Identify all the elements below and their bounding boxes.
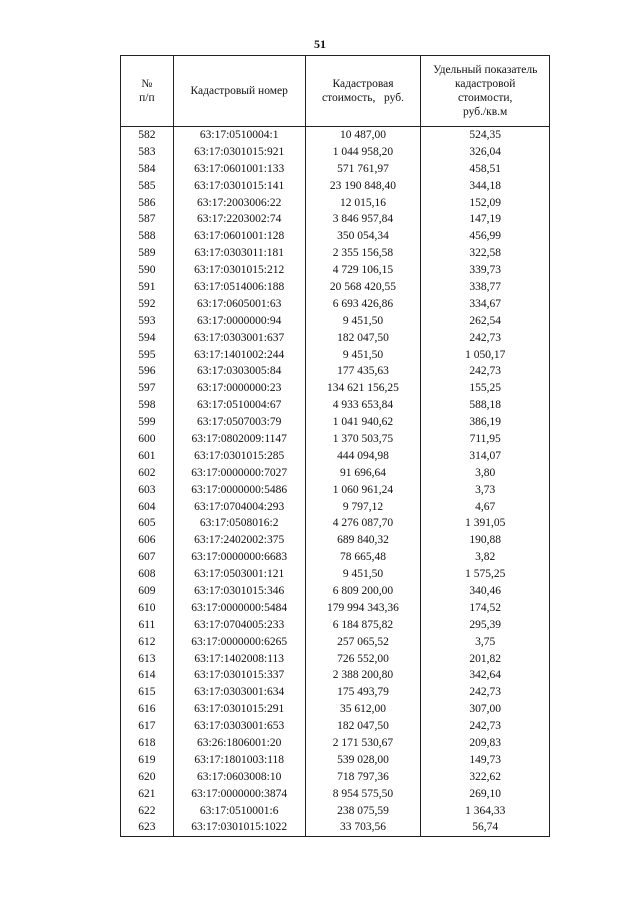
specific-indicator-cell: 242,73 xyxy=(421,684,550,701)
row-number-cell: 600 xyxy=(121,431,174,448)
table-row xyxy=(121,330,550,347)
cadastral-value-cell: 571 761,97 xyxy=(305,161,421,178)
row-number-cell: 614 xyxy=(121,668,174,685)
cadastral-value-cell: 4 933 653,84 xyxy=(305,397,421,414)
row-number-cell: 609 xyxy=(121,583,174,600)
table-row xyxy=(121,380,550,397)
specific-indicator-cell: 1 575,25 xyxy=(421,566,550,583)
table-row xyxy=(121,363,550,380)
row-number-cell: 623 xyxy=(121,820,174,837)
specific-indicator-cell: 3,75 xyxy=(421,634,550,651)
row-number-cell: 583 xyxy=(121,144,174,161)
specific-indicator-cell: 56,74 xyxy=(421,820,550,837)
table-row xyxy=(121,549,550,566)
table-row xyxy=(121,144,550,161)
header-cadastral-value: Кадастровая стоимость, руб. xyxy=(305,56,421,127)
cadastral-number-cell: 63:17:0000000:3874 xyxy=(173,786,305,803)
specific-indicator-cell: 456,99 xyxy=(421,228,550,245)
table-row xyxy=(121,127,550,144)
specific-indicator-cell: 3,73 xyxy=(421,482,550,499)
cadastral-number-cell: 63:17:0000000:6265 xyxy=(173,634,305,651)
cadastral-value-cell: 1 370 503,75 xyxy=(305,431,421,448)
specific-indicator-cell: 242,73 xyxy=(421,718,550,735)
specific-indicator-cell: 338,77 xyxy=(421,279,550,296)
specific-indicator-cell: 314,07 xyxy=(421,448,550,465)
row-number-cell: 618 xyxy=(121,735,174,752)
specific-indicator-cell: 1 391,05 xyxy=(421,515,550,532)
cadastral-value-cell: 9 451,50 xyxy=(305,347,421,364)
cadastral-value-cell: 4 729 106,15 xyxy=(305,262,421,279)
specific-indicator-cell: 458,51 xyxy=(421,161,550,178)
cadastral-value-cell: 6 809 200,00 xyxy=(305,583,421,600)
cadastral-number-cell: 63:17:0301015:141 xyxy=(173,178,305,195)
table-row xyxy=(121,431,550,448)
cadastral-value-cell: 718 797,36 xyxy=(305,769,421,786)
cadastral-value-cell: 20 568 420,55 xyxy=(305,279,421,296)
row-number-cell: 601 xyxy=(121,448,174,465)
row-number-cell: 607 xyxy=(121,549,174,566)
table-row xyxy=(121,465,550,482)
row-number-cell: 591 xyxy=(121,279,174,296)
cadastral-number-cell: 63:17:0301015:212 xyxy=(173,262,305,279)
cadastral-number-cell: 63:17:0704005:233 xyxy=(173,617,305,634)
cadastral-number-cell: 63:17:0507003:79 xyxy=(173,414,305,431)
cadastral-number-cell: 63:17:0301015:291 xyxy=(173,701,305,718)
specific-indicator-cell: 334,67 xyxy=(421,296,550,313)
table-row xyxy=(121,482,550,499)
table-row xyxy=(121,532,550,549)
cadastral-value-cell: 539 028,00 xyxy=(305,752,421,769)
table-row xyxy=(121,718,550,735)
row-number-cell: 620 xyxy=(121,769,174,786)
specific-indicator-cell: 269,10 xyxy=(421,786,550,803)
cadastral-number-cell: 63:17:0508016:2 xyxy=(173,515,305,532)
row-number-cell: 597 xyxy=(121,380,174,397)
specific-indicator-cell: 340,46 xyxy=(421,583,550,600)
cadastral-value-cell: 350 054,34 xyxy=(305,228,421,245)
specific-indicator-cell: 307,00 xyxy=(421,701,550,718)
specific-indicator-cell: 242,73 xyxy=(421,363,550,380)
cadastral-number-cell: 63:17:0514006:188 xyxy=(173,279,305,296)
cadastral-value-cell: 4 276 087,70 xyxy=(305,515,421,532)
table-row xyxy=(121,617,550,634)
table-row xyxy=(121,178,550,195)
header-cadastral-number: Кадастровый номер xyxy=(173,56,305,127)
row-number-cell: 585 xyxy=(121,178,174,195)
row-number-cell: 595 xyxy=(121,347,174,364)
specific-indicator-cell: 322,58 xyxy=(421,245,550,262)
specific-indicator-cell: 344,18 xyxy=(421,178,550,195)
row-number-cell: 622 xyxy=(121,803,174,820)
cadastral-number-cell: 63:26:1806001:20 xyxy=(173,735,305,752)
cadastral-value-cell: 689 840,32 xyxy=(305,532,421,549)
table-row xyxy=(121,195,550,212)
table-row xyxy=(121,397,550,414)
cadastral-value-cell: 9 797,12 xyxy=(305,499,421,516)
specific-indicator-cell: 1 050,17 xyxy=(421,347,550,364)
cadastral-value-cell: 1 044 958,20 xyxy=(305,144,421,161)
row-number-cell: 611 xyxy=(121,617,174,634)
table-row xyxy=(121,414,550,431)
row-number-cell: 606 xyxy=(121,532,174,549)
specific-indicator-cell: 152,09 xyxy=(421,195,550,212)
row-number-cell: 617 xyxy=(121,718,174,735)
specific-indicator-cell: 588,18 xyxy=(421,397,550,414)
cadastral-number-cell: 63:17:0603008:10 xyxy=(173,769,305,786)
cadastral-number-cell: 63:17:0605001:63 xyxy=(173,296,305,313)
cadastral-value-cell: 2 355 156,58 xyxy=(305,245,421,262)
cadastral-table xyxy=(120,55,550,837)
row-number-cell: 615 xyxy=(121,684,174,701)
cadastral-value-cell: 9 451,50 xyxy=(305,566,421,583)
row-number-cell: 616 xyxy=(121,701,174,718)
row-number-cell: 589 xyxy=(121,245,174,262)
header-num-abbr: п/п xyxy=(139,92,155,104)
cadastral-number-cell: 63:17:0303001:653 xyxy=(173,718,305,735)
table-row xyxy=(121,752,550,769)
table-row xyxy=(121,684,550,701)
table-row xyxy=(121,651,550,668)
cadastral-value-cell: 12 015,16 xyxy=(305,195,421,212)
cadastral-value-cell: 23 190 848,40 xyxy=(305,178,421,195)
header-num xyxy=(121,56,174,127)
cadastral-value-cell: 175 493,79 xyxy=(305,684,421,701)
cadastral-number-cell: 63:17:0601001:128 xyxy=(173,228,305,245)
cadastral-value-cell: 444 094,98 xyxy=(305,448,421,465)
cadastral-number-cell: 63:17:0000000:7027 xyxy=(173,465,305,482)
specific-indicator-cell: 711,95 xyxy=(421,431,550,448)
row-number-cell: 612 xyxy=(121,634,174,651)
cadastral-value-cell: 3 846 957,84 xyxy=(305,211,421,228)
table-row xyxy=(121,566,550,583)
row-number-cell: 603 xyxy=(121,482,174,499)
row-number-cell: 586 xyxy=(121,195,174,212)
cadastral-number-cell: 63:17:0510004:67 xyxy=(173,397,305,414)
cadastral-number-cell: 63:17:0303001:637 xyxy=(173,330,305,347)
table-row xyxy=(121,347,550,364)
row-number-cell: 587 xyxy=(121,211,174,228)
cadastral-number-cell: 63:17:0303005:84 xyxy=(173,363,305,380)
cadastral-value-cell: 179 994 343,36 xyxy=(305,600,421,617)
specific-indicator-cell: 155,25 xyxy=(421,380,550,397)
specific-indicator-cell: 3,82 xyxy=(421,549,550,566)
table-row xyxy=(121,499,550,516)
cadastral-number-cell: 63:17:0601001:133 xyxy=(173,161,305,178)
cadastral-number-cell: 63:17:0510004:1 xyxy=(173,127,305,144)
table-row xyxy=(121,701,550,718)
cadastral-value-cell: 1 060 961,24 xyxy=(305,482,421,499)
table-row xyxy=(121,279,550,296)
table-row xyxy=(121,245,550,262)
row-number-cell: 582 xyxy=(121,127,174,144)
row-number-cell: 613 xyxy=(121,651,174,668)
table-row xyxy=(121,735,550,752)
specific-indicator-cell: 342,64 xyxy=(421,668,550,685)
row-number-cell: 605 xyxy=(121,515,174,532)
table-row xyxy=(121,161,550,178)
row-number-cell: 621 xyxy=(121,786,174,803)
specific-indicator-cell: 209,83 xyxy=(421,735,550,752)
table-row xyxy=(121,448,550,465)
cadastral-value-cell: 33 703,56 xyxy=(305,820,421,837)
cadastral-number-cell: 63:17:1402008:113 xyxy=(173,651,305,668)
row-number-cell: 604 xyxy=(121,499,174,516)
specific-indicator-cell: 201,82 xyxy=(421,651,550,668)
cadastral-number-cell: 63:17:1401002:244 xyxy=(173,347,305,364)
cadastral-value-cell: 1 041 940,62 xyxy=(305,414,421,431)
specific-indicator-cell: 1 364,33 xyxy=(421,803,550,820)
row-number-cell: 584 xyxy=(121,161,174,178)
cadastral-value-cell: 78 665,48 xyxy=(305,549,421,566)
table-row xyxy=(121,296,550,313)
cadastral-number-cell: 63:17:0000000:5486 xyxy=(173,482,305,499)
row-number-cell: 610 xyxy=(121,600,174,617)
cadastral-number-cell: 63:17:0301015:1022 xyxy=(173,820,305,837)
cadastral-number-cell: 63:17:0301015:337 xyxy=(173,668,305,685)
specific-indicator-cell: 147,19 xyxy=(421,211,550,228)
cadastral-value-cell: 35 612,00 xyxy=(305,701,421,718)
table-row xyxy=(121,668,550,685)
cadastral-number-cell: 63:17:0000000:94 xyxy=(173,313,305,330)
header-num-symbol: № xyxy=(141,78,153,90)
cadastral-value-cell: 134 621 156,25 xyxy=(305,380,421,397)
cadastral-value-cell: 6 693 426,86 xyxy=(305,296,421,313)
table-row xyxy=(121,515,550,532)
row-number-cell: 608 xyxy=(121,566,174,583)
cadastral-value-cell: 177 435,63 xyxy=(305,363,421,380)
cadastral-value-cell: 257 065,52 xyxy=(305,634,421,651)
cadastral-value-cell: 182 047,50 xyxy=(305,718,421,735)
table-body xyxy=(121,127,550,837)
specific-indicator-cell: 339,73 xyxy=(421,262,550,279)
row-number-cell: 602 xyxy=(121,465,174,482)
specific-indicator-cell: 322,62 xyxy=(421,769,550,786)
row-number-cell: 594 xyxy=(121,330,174,347)
specific-indicator-cell: 3,80 xyxy=(421,465,550,482)
cadastral-number-cell: 63:17:2402002:375 xyxy=(173,532,305,549)
cadastral-number-cell: 63:17:0510001:6 xyxy=(173,803,305,820)
row-number-cell: 590 xyxy=(121,262,174,279)
row-number-cell: 592 xyxy=(121,296,174,313)
cadastral-value-cell: 10 487,00 xyxy=(305,127,421,144)
cadastral-number-cell: 63:17:2203002:74 xyxy=(173,211,305,228)
table-row xyxy=(121,769,550,786)
cadastral-number-cell: 63:17:0704004:293 xyxy=(173,499,305,516)
specific-indicator-cell: 386,19 xyxy=(421,414,550,431)
cadastral-value-cell: 6 184 875,82 xyxy=(305,617,421,634)
page-number: 51 xyxy=(314,37,326,51)
cadastral-value-cell: 726 552,00 xyxy=(305,651,421,668)
cadastral-number-cell: 63:17:1801003:118 xyxy=(173,752,305,769)
cadastral-value-cell: 182 047,50 xyxy=(305,330,421,347)
table-header xyxy=(121,56,550,127)
specific-indicator-cell: 262,54 xyxy=(421,313,550,330)
table-row xyxy=(121,803,550,820)
cadastral-number-cell: 63:17:0000000:23 xyxy=(173,380,305,397)
cadastral-number-cell: 63:17:2003006:22 xyxy=(173,195,305,212)
specific-indicator-cell: 524,35 xyxy=(421,127,550,144)
table-row xyxy=(121,313,550,330)
row-number-cell: 596 xyxy=(121,363,174,380)
cadastral-number-cell: 63:17:0000000:6683 xyxy=(173,549,305,566)
cadastral-value-cell: 2 171 530,67 xyxy=(305,735,421,752)
table-row xyxy=(121,634,550,651)
cadastral-number-cell: 63:17:0303001:634 xyxy=(173,684,305,701)
cadastral-number-cell: 63:17:0303011:181 xyxy=(173,245,305,262)
specific-indicator-cell: 190,88 xyxy=(421,532,550,549)
table-row xyxy=(121,600,550,617)
cadastral-value-cell: 2 388 200,80 xyxy=(305,668,421,685)
table-row xyxy=(121,262,550,279)
header-specific-indicator: Удельный показатель кадастровой стоимости, руб./кв.м xyxy=(421,56,550,127)
specific-indicator-cell: 174,52 xyxy=(421,600,550,617)
cadastral-value-cell: 238 075,59 xyxy=(305,803,421,820)
row-number-cell: 588 xyxy=(121,228,174,245)
specific-indicator-cell: 295,39 xyxy=(421,617,550,634)
table-row xyxy=(121,228,550,245)
cadastral-number-cell: 63:17:0503001:121 xyxy=(173,566,305,583)
row-number-cell: 593 xyxy=(121,313,174,330)
specific-indicator-cell: 326,04 xyxy=(421,144,550,161)
cadastral-number-cell: 63:17:0301015:285 xyxy=(173,448,305,465)
row-number-cell: 619 xyxy=(121,752,174,769)
cadastral-number-cell: 63:17:0301015:346 xyxy=(173,583,305,600)
table-row xyxy=(121,786,550,803)
row-number-cell: 599 xyxy=(121,414,174,431)
cadastral-number-cell: 63:17:0301015:921 xyxy=(173,144,305,161)
cadastral-value-cell: 8 954 575,50 xyxy=(305,786,421,803)
specific-indicator-cell: 149,73 xyxy=(421,752,550,769)
cadastral-value-cell: 91 696,64 xyxy=(305,465,421,482)
table-row xyxy=(121,211,550,228)
specific-indicator-cell: 4,67 xyxy=(421,499,550,516)
table-row xyxy=(121,583,550,600)
row-number-cell: 598 xyxy=(121,397,174,414)
table-row xyxy=(121,820,550,837)
cadastral-number-cell: 63:17:0802009:1147 xyxy=(173,431,305,448)
specific-indicator-cell: 242,73 xyxy=(421,330,550,347)
cadastral-value-cell: 9 451,50 xyxy=(305,313,421,330)
cadastral-number-cell: 63:17:0000000:5484 xyxy=(173,600,305,617)
